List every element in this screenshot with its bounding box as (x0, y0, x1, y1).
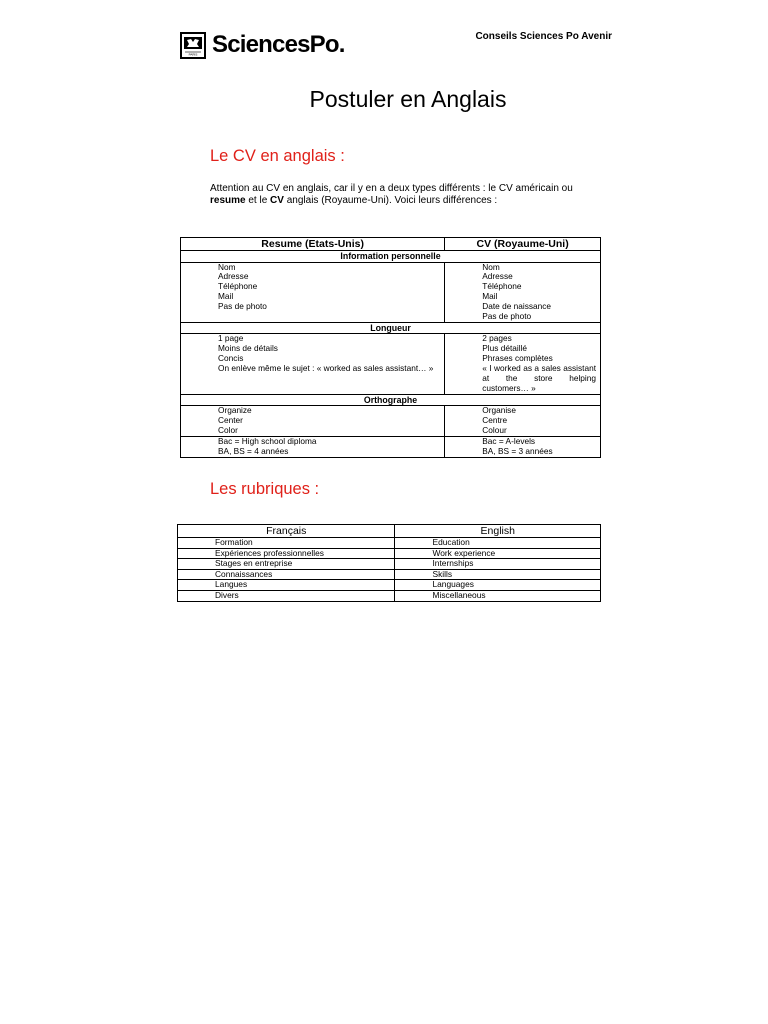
table-section-title: Longueur (181, 322, 601, 334)
comparison-table (180, 237, 601, 458)
resume-cell (181, 262, 445, 322)
cv-cell (445, 406, 601, 437)
cell-line: Phrases complètes (482, 353, 553, 364)
cell-line: Color (218, 425, 238, 436)
english-cell: Languages (395, 580, 601, 591)
english-cell: Miscellaneous (395, 590, 601, 601)
lion-emblem-icon (180, 32, 206, 59)
page-title: Postuler en Anglais (309, 86, 507, 112)
term-resume: resume (210, 195, 246, 206)
cv-cell (445, 334, 601, 394)
term-cv: CV (270, 195, 284, 206)
rubriques-table (177, 524, 601, 602)
table-row (181, 334, 601, 394)
sciencespo-logo (180, 31, 345, 59)
cell-line: 2 pages (482, 333, 512, 344)
francais-cell: Formation (178, 538, 395, 549)
table-row (178, 548, 601, 559)
english-cell: Work experience (395, 548, 601, 559)
cell-line: Colour (482, 425, 507, 436)
table-row (178, 559, 601, 570)
section-heading-cv: Le CV en anglais : (210, 147, 345, 165)
table-row (181, 437, 601, 458)
resume-cell (181, 437, 445, 458)
table-row (178, 590, 601, 601)
cell-line: 1 page (218, 333, 244, 344)
cell-line: Mail (218, 291, 234, 302)
table-row (178, 538, 601, 549)
francais-cell: Expériences professionnelles (178, 548, 395, 559)
cell-line: Téléphone (218, 281, 258, 292)
cv-cell (445, 262, 601, 322)
cell-line: Organise (482, 405, 516, 416)
cell-line: Organize (218, 405, 252, 416)
cell-line: Center (218, 415, 243, 426)
cell-line: Concis (218, 353, 244, 364)
column-header-resume: Resume (Etats-Unis) (181, 238, 445, 251)
cell-line: On enlève même le sujet : « worked as sales assistant… » (218, 363, 434, 374)
cell-line: Pas de photo (482, 311, 532, 322)
table-row (181, 262, 601, 322)
column-header-cv: CV (Royaume-Uni) (445, 238, 601, 251)
cell-line: BA, BS = 4 années (218, 446, 289, 456)
english-cell: Education (395, 538, 601, 549)
francais-cell: Connaissances (178, 569, 395, 580)
table-section-title: Information personnelle (181, 251, 601, 263)
francais-cell: Langues (178, 580, 395, 591)
cell-line: Nom (482, 261, 500, 272)
cell-line: Nom (218, 261, 236, 272)
cell-line: Pas de photo (218, 301, 267, 312)
cell-line: Date de naissance (482, 301, 551, 312)
cell-line: Bac = A-levels (482, 436, 536, 447)
column-header-francais: Français (178, 525, 395, 538)
cell-line: Plus détaillé (482, 343, 528, 354)
francais-cell: Stages en entreprise (178, 559, 395, 570)
cell-line: Bac = High school diploma (218, 436, 317, 447)
cell-line: Téléphone (482, 281, 522, 292)
table-row (178, 580, 601, 591)
logo-sublabel: PARIS (188, 52, 198, 56)
cell-line: Mail (482, 291, 498, 302)
table-row (178, 569, 601, 580)
english-cell: Internships (395, 559, 601, 570)
resume-cell (181, 334, 445, 394)
section-heading-rubriques: Les rubriques : (210, 480, 320, 498)
francais-cell: Divers (178, 590, 395, 601)
cell-line: Adresse (482, 271, 513, 282)
cell-line: BA, BS = 3 années (482, 446, 553, 456)
table-row (181, 406, 601, 437)
logo-wordmark: SciencesPo. (212, 31, 345, 58)
table-section-title: Orthographe (181, 394, 601, 406)
resume-cell (181, 406, 445, 437)
column-header-english: English (395, 525, 601, 538)
intro-paragraph: Attention au CV en anglais, car il y en a deux types différents : le CV américain ou resume et le CV anglais (Royaume-Uni). Voici leurs différences : (210, 183, 573, 206)
cell-line: Moins de détails (218, 343, 278, 354)
cell-line: Centre (482, 415, 508, 426)
english-cell: Skills (395, 569, 601, 580)
cell-line: « I worked as a sales assistant at the store helping customers… » (482, 363, 596, 393)
header-organization: Conseils Sciences Po Avenir (475, 31, 612, 42)
cell-line: Adresse (218, 271, 249, 282)
cv-cell (445, 437, 601, 458)
